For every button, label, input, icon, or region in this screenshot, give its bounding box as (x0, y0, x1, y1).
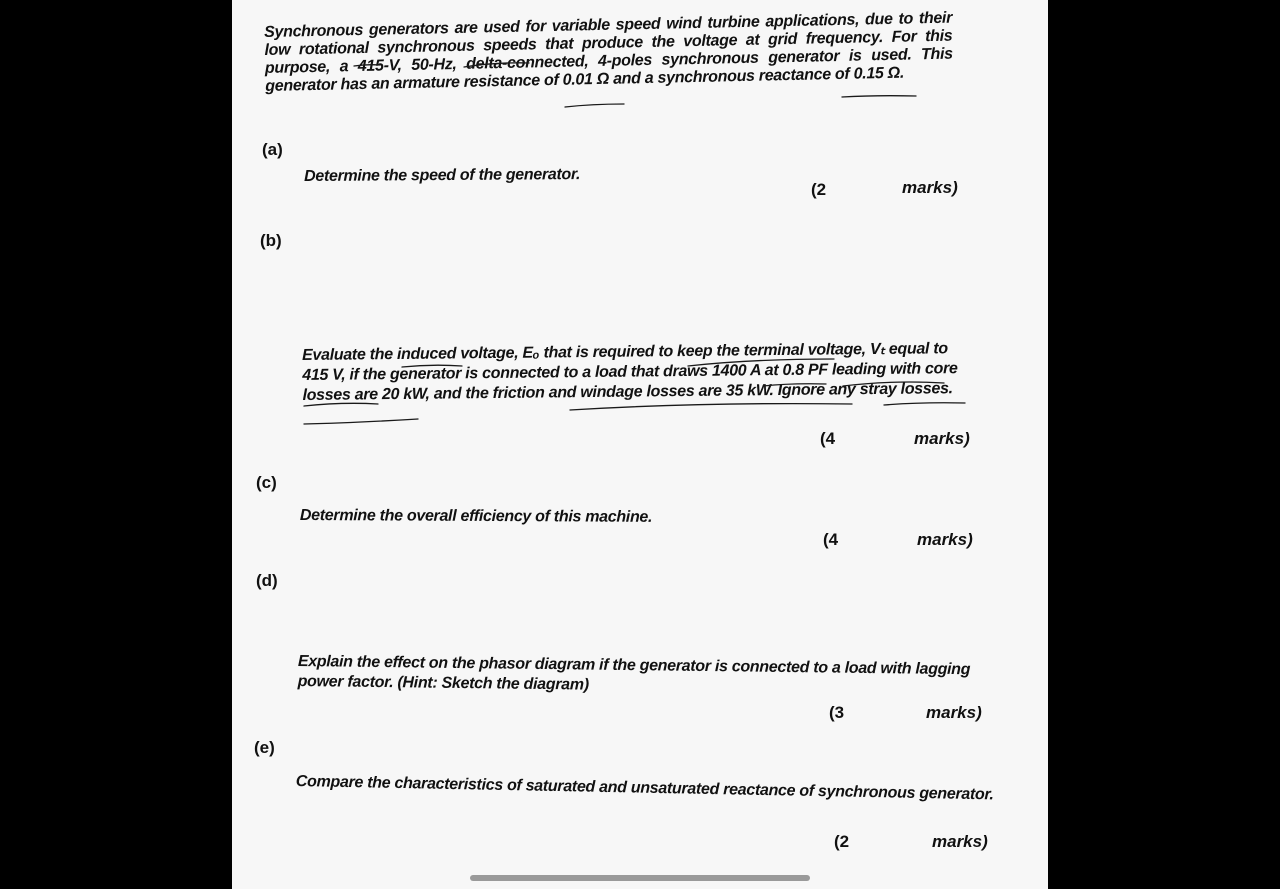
part-c-question: Determine the overall efficiency of this machine. (299, 507, 653, 526)
part-c-marks-word: marks) (917, 530, 973, 549)
part-b-marks-number: (4 (820, 429, 836, 448)
home-indicator-bar[interactable] (470, 875, 810, 881)
part-c-marks-number: (4 (823, 530, 839, 549)
intro-paragraph: Synchronous generators are used for variable speed wind turbine applications, due to their low rotational synchronous speeds that produce the voltage at grid frequency. For this purpose, a 415-V, 50-Hz, delta-connected, 4-poles synchronous generator is used. This generator has an armature resistance of 0.01 Ω and a synchronous reactance of 0.15 Ω. (264, 9, 953, 95)
part-a-marks-number: (2 (811, 180, 827, 199)
underline-friction-losses (570, 404, 852, 410)
underline-ignore (884, 403, 965, 405)
part-e-question: Compare the characteristics of saturated and unsaturated reactance of synchronous generator. (295, 772, 994, 804)
part-a-label: (a) (262, 140, 283, 159)
part-d-marks-number: (3 (829, 703, 845, 722)
underline-reactance (842, 96, 916, 97)
part-d-question: Explain the effect on the phasor diagram if the generator is connected to a load with lagging power factor. (Hint: Sketch the diagram) (297, 652, 971, 694)
part-b-question: Evaluate the induced voltage, Eₒ that is required to keep the terminal voltage, Vₜ equal to 415 V, if the generator is connected to a load that draws 1400 A at 0.8 PF leading with core losses are 20 kW, and the friction and windage losses are 35 kW. Ignore any stray losses. (302, 340, 958, 404)
part-c-label: (c) (256, 473, 277, 492)
part-d-marks-word: marks) (926, 703, 982, 722)
part-a-marks-word: marks) (902, 178, 958, 197)
part-e-marks-number: (2 (834, 832, 850, 851)
part-b-marks-word: marks) (914, 429, 970, 448)
part-d-label: (d) (256, 571, 278, 590)
part-a-question: Determine the speed of the generator. (304, 166, 581, 185)
underline-stray-losses (304, 419, 418, 424)
exam-page (232, 0, 1048, 889)
underline-resistance (565, 104, 624, 107)
part-b-label: (b) (260, 231, 282, 250)
part-e-label: (e) (254, 738, 275, 757)
part-e-marks-word: marks) (932, 832, 988, 851)
